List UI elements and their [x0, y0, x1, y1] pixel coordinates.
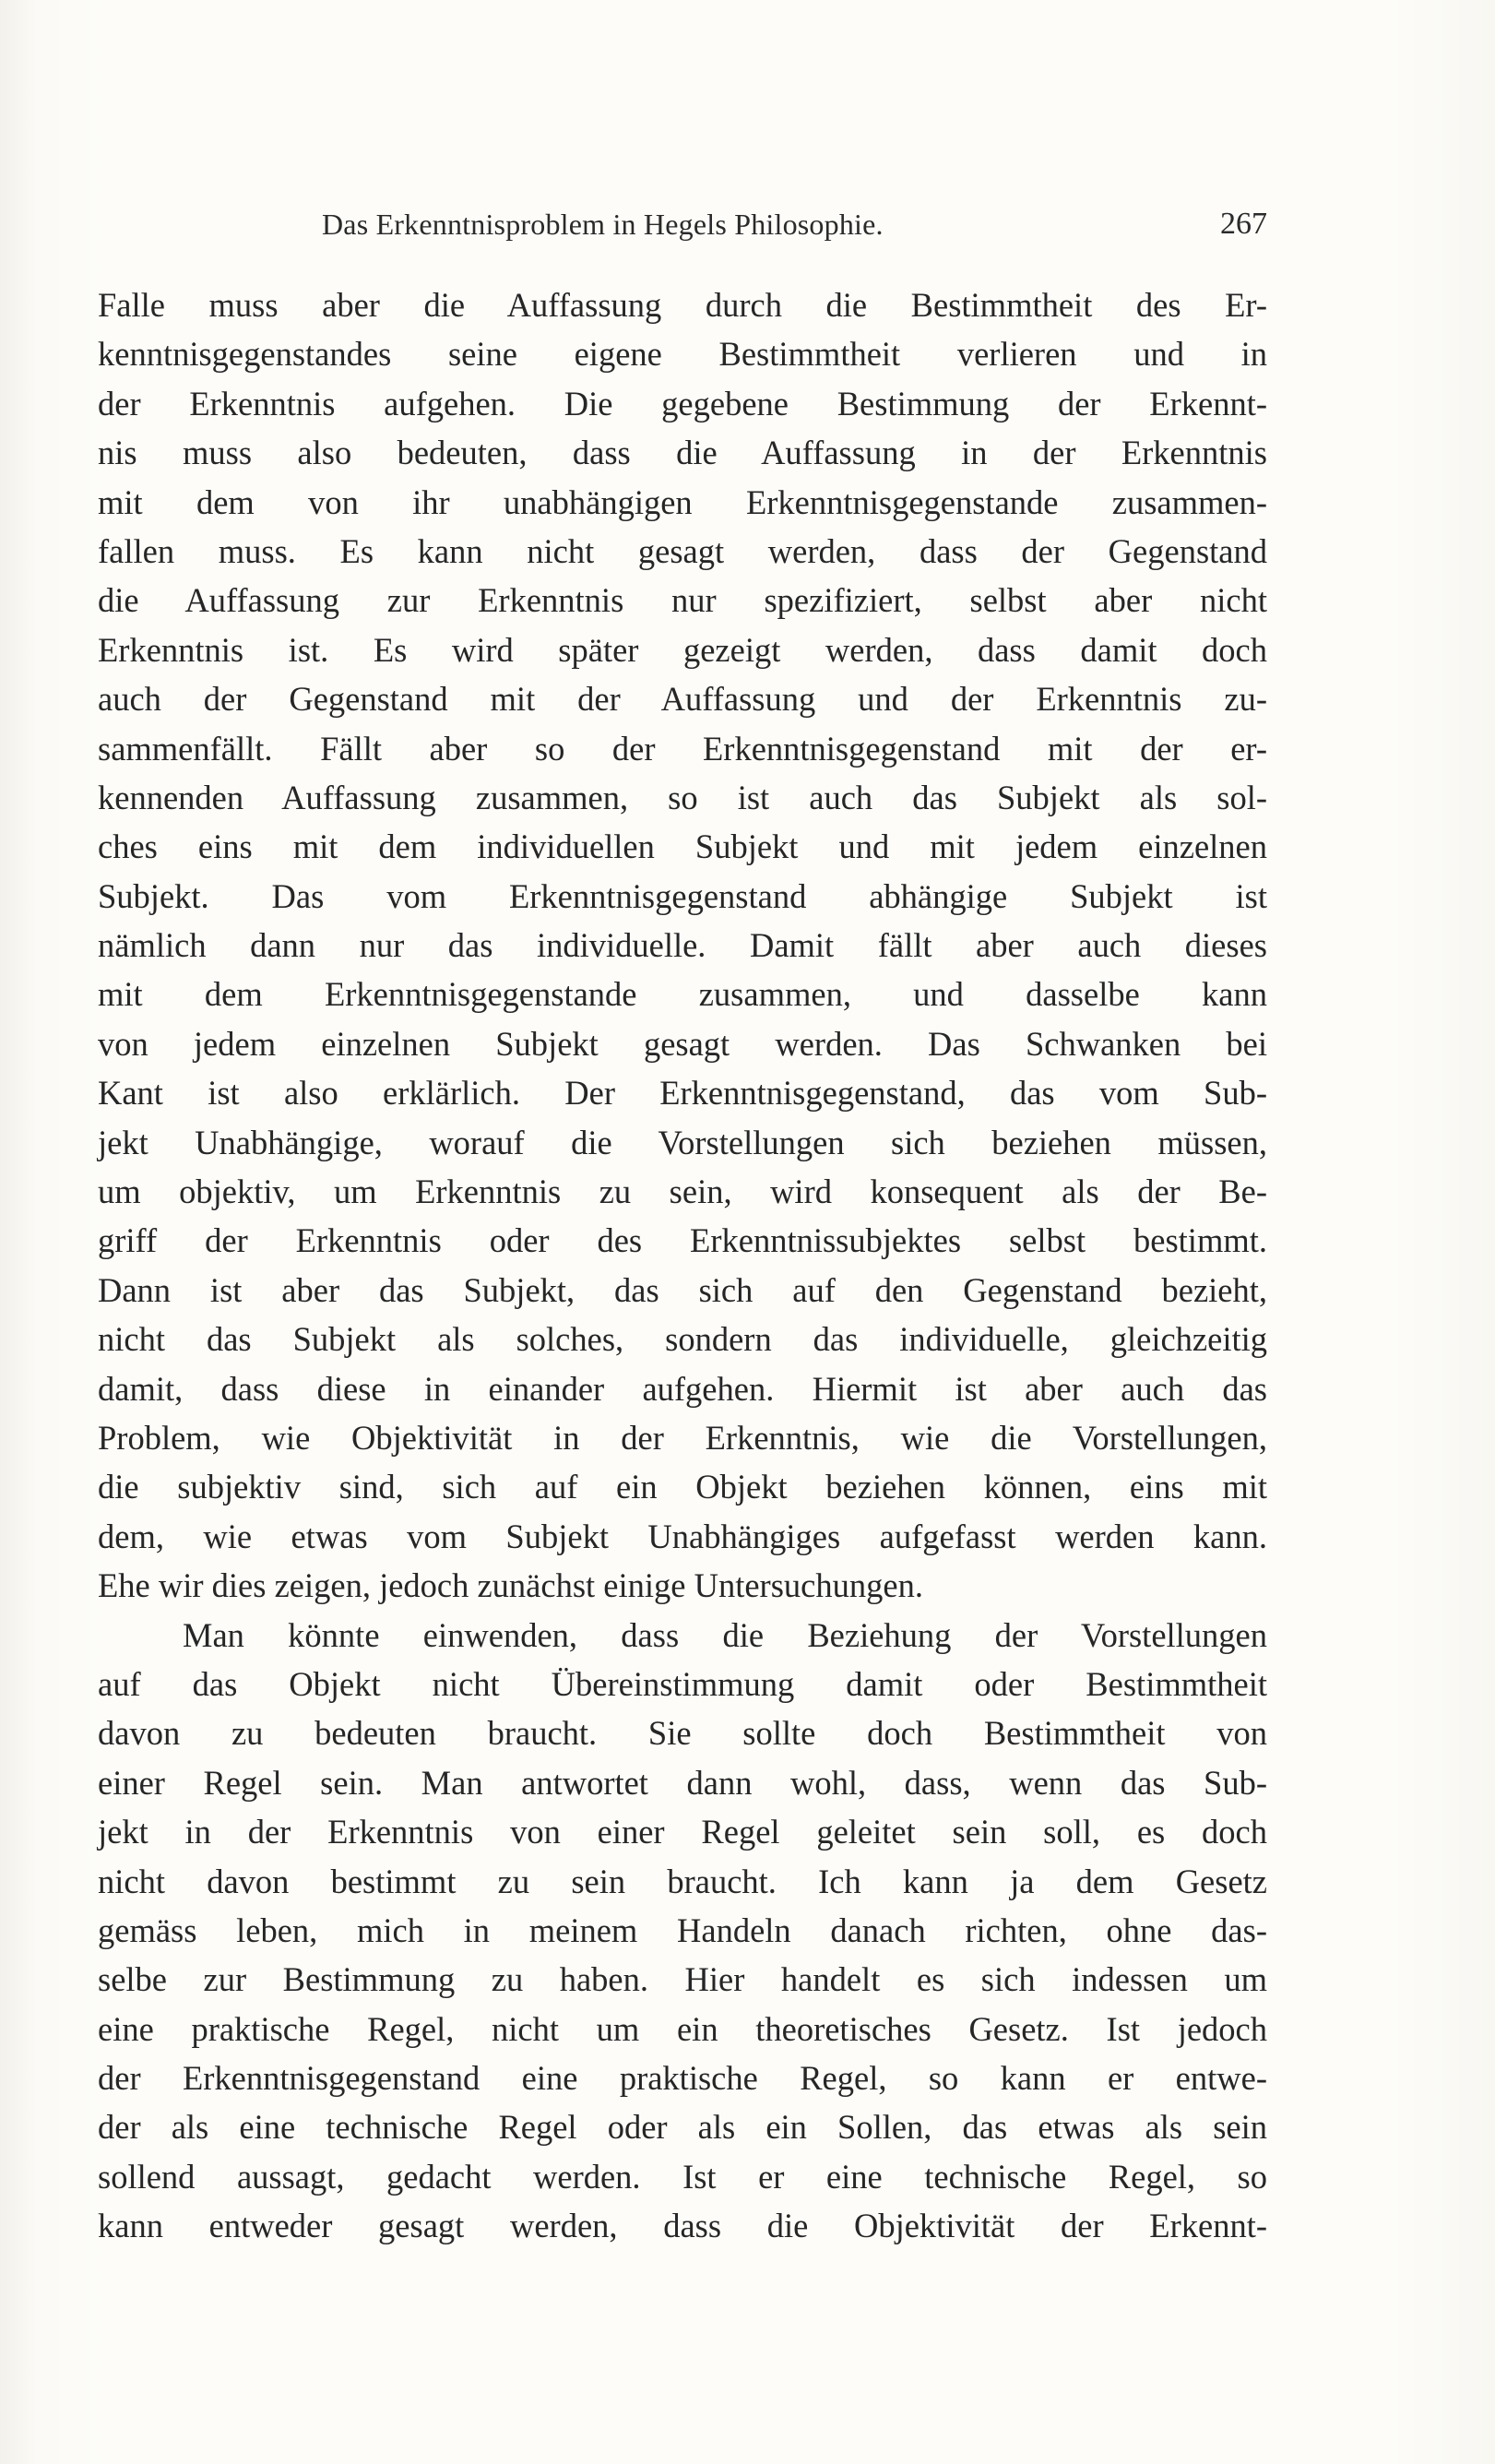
text-line: Erkenntnis ist. Es wird später gezeigt werden, dass damit doch: [98, 630, 1267, 669]
text-line: sammenfällt. Fällt aber so der Erkenntnisgegenstand mit der er-: [98, 729, 1267, 768]
text-line: Falle muss aber die Auffassung durch die Bestimmtheit des Er-: [98, 286, 1267, 324]
text-line: griff der Erkenntnis oder des Erkenntnissubjektes selbst bestimmt.: [98, 1221, 1267, 1260]
text-line: die Auffassung zur Erkenntnis nur spezifiziert, selbst aber nicht: [98, 581, 1267, 620]
text-line: der Erkenntnis aufgehen. Die gegebene Bestimmung der Erkennt-: [98, 384, 1267, 423]
text-line: der als eine technische Regel oder als ein Sollen, das etwas als sein: [98, 2108, 1267, 2147]
text-line: davon zu bedeuten braucht. Sie sollte doch Bestimmtheit von: [98, 1714, 1267, 1753]
text-line: Problem, wie Objektivität in der Erkenntnis, wie die Vorstellungen,: [98, 1418, 1267, 1457]
text-line: mit dem Erkenntnisgegenstande zusammen, und dasselbe kann: [98, 975, 1267, 1014]
paragraph-start-line: Man könnte einwenden, dass die Beziehung der Vorstellungen: [183, 1615, 1267, 1654]
text-line: einer Regel sein. Man antwortet dann wohl, dass, wenn das Sub-: [98, 1763, 1267, 1802]
text-line: die subjektiv sind, sich auf ein Objekt beziehen können, eins mit: [98, 1468, 1267, 1506]
text-line: selbe zur Bestimmung zu haben. Hier handelt es sich indessen um: [98, 1960, 1267, 1999]
text-line: kennenden Auffassung zusammen, so ist auch das Subjekt als sol-: [98, 778, 1267, 816]
text-line: jekt Unabhängige, worauf die Vorstellungen sich beziehen müssen,: [98, 1123, 1267, 1161]
text-line: eine praktische Regel, nicht um ein theoretisches Gesetz. Ist jedoch: [98, 2009, 1267, 2048]
text-line: damit, dass diese in einander aufgehen. Hiermit ist aber auch das: [98, 1369, 1267, 1408]
text-line: fallen muss. Es kann nicht gesagt werden, dass der Gegenstand: [98, 531, 1267, 570]
text-line: kann entweder gesagt werden, dass die Objektivität der Erkennt-: [98, 2207, 1267, 2245]
page-header: [98, 201, 1267, 247]
text-line: der Erkenntnisgegenstand eine praktische Regel, so kann er entwe-: [98, 2059, 1267, 2098]
text-line: von jedem einzelnen Subjekt gesagt werden. Das Schwanken bei: [98, 1024, 1267, 1063]
text-line: auf das Objekt nicht Übereinstimmung damit oder Bestimmtheit: [98, 1664, 1267, 1703]
text-line: Subjekt. Das vom Erkenntnisgegenstand abhängige Subjekt ist: [98, 876, 1267, 915]
text-line: sollend aussagt, gedacht werden. Ist er eine technische Regel, so: [98, 2157, 1267, 2196]
text-line: ches eins mit dem individuellen Subjekt und mit jedem einzelnen: [98, 827, 1267, 866]
text-line: nicht das Subjekt als solches, sondern das individuelle, gleichzeitig: [98, 1320, 1267, 1359]
text-line: auch der Gegenstand mit der Auffassung und der Erkenntnis zu-: [98, 680, 1267, 719]
paragraph-end-line: Ehe wir dies zeigen, jedoch zunächst einige Untersuchungen.: [98, 1566, 923, 1605]
body-text: [98, 280, 1267, 2251]
text-line: nämlich dann nur das individuelle. Damit fällt aber auch dieses: [98, 926, 1267, 965]
text-line: Kant ist also erklärlich. Der Erkenntnisgegenstand, das vom Sub-: [98, 1074, 1267, 1113]
text-line: jekt in der Erkenntnis von einer Regel geleitet sein soll, es doch: [98, 1813, 1267, 1851]
text-line: kenntnisgegenstandes seine eigene Bestimmtheit verlieren und in: [98, 335, 1267, 374]
running-title: Das Erkenntnisproblem in Hegels Philosophie.: [322, 208, 884, 241]
text-line: mit dem von ihr unabhängigen Erkenntnisgegenstande zusammen-: [98, 482, 1267, 521]
text-line: Dann ist aber das Subjekt, das sich auf den Gegenstand bezieht,: [98, 1270, 1267, 1309]
text-line: nis muss also bedeuten, dass die Auffassung in der Erkenntnis: [98, 434, 1267, 472]
text-line: um objektiv, um Erkenntnis zu sein, wird konsequent als der Be-: [98, 1172, 1267, 1211]
text-line: dem, wie etwas vom Subjekt Unabhängiges aufgefasst werden kann.: [98, 1517, 1267, 1555]
text-line: nicht davon bestimmt zu sein braucht. Ich kann ja dem Gesetz: [98, 1862, 1267, 1900]
text-line: gemäss leben, mich in meinem Handeln danach richten, ohne das-: [98, 1910, 1267, 1949]
page-number: 267: [1220, 207, 1267, 241]
